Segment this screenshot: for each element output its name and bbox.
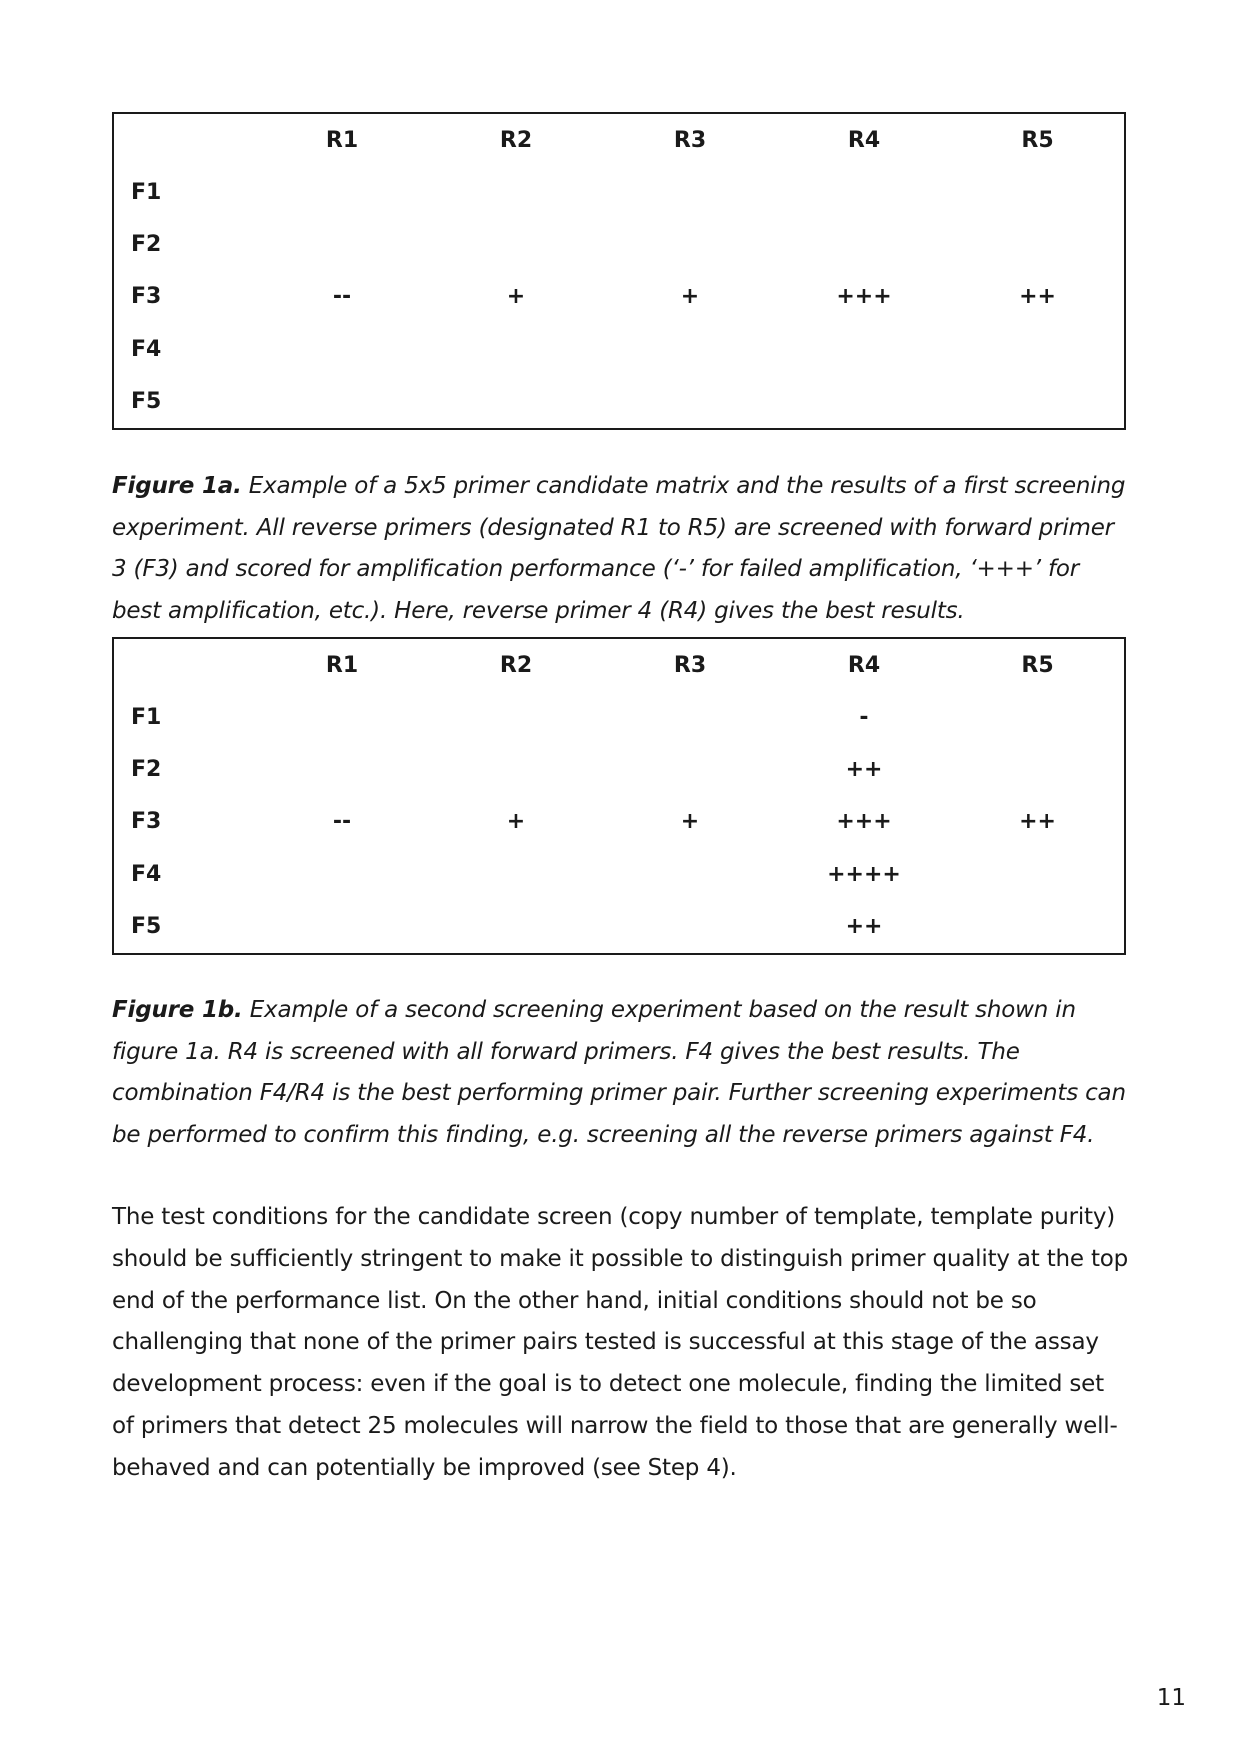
row-header: F1 [131, 179, 162, 205]
row-header: F4 [131, 336, 162, 362]
matrix-cell [603, 376, 777, 429]
matrix-cell [255, 323, 429, 375]
column-header: R1 [325, 127, 359, 153]
figure-label: Figure 1b. [112, 997, 243, 1023]
matrix-row [113, 848, 1125, 900]
matrix-cell [603, 218, 777, 270]
body-paragraph: The test conditions for the candidate screen (copy number of template, template purity) should be sufficiently stringent to make it possible to distinguish primer quality at the top end of the performance list. On the other hand, initial conditions should not be so challenging that none of the primer pairs tested is successful at this stage of the assay development process: even if the goal is to detect one molecule, finding the limited set of primers that detect 25 molecules will narrow the field to those that are generally well-behaved and can potentially be improved (see Step 4). [112, 1204, 1129, 1481]
row-header: F3 [131, 809, 162, 835]
matrix-cell [429, 166, 603, 218]
matrix-cell: -- [332, 284, 352, 310]
row-header: F5 [131, 389, 162, 415]
matrix-cell [951, 166, 1125, 218]
matrix-cell [429, 691, 603, 743]
matrix-cell [777, 323, 951, 375]
matrix-row [113, 323, 1125, 375]
column-header: R4 [847, 127, 881, 153]
matrix-corner-cell [113, 638, 255, 691]
matrix-corner-cell [113, 113, 255, 166]
matrix-cell: +++ [836, 809, 892, 835]
matrix-row [113, 218, 1125, 270]
caption-text: Example of a 5x5 primer candidate matrix and the results of a first screening experiment. All reverse primers (designated R1 to R5) are screened with forward primer 3 (F3) and scored for amplification performance (‘-’ for failed amplification, ‘+++’ for best amplification, etc.). Here, reverse primer 4 (R4) gives the best results. [112, 473, 1126, 624]
matrix-cell: - [859, 704, 869, 730]
body-section [112, 1197, 1132, 1490]
matrix-cell: + [680, 284, 700, 310]
matrix-cell: +++ [836, 284, 892, 310]
row-header: F2 [131, 757, 162, 783]
matrix-cell [255, 691, 429, 743]
matrix-cell [951, 901, 1125, 954]
caption-text: Example of a second screening experiment based on the result shown in figure 1a. R4 is screened with all forward primers. F4 gives the best results. The combination F4/R4 is the best performing primer pair. Further screening experiments can be performed to confirm this finding, e.g. screening all the reverse primers against F4. [112, 997, 1126, 1148]
matrix-row [113, 901, 1125, 954]
matrix-header-row [113, 638, 1125, 691]
matrix-cell [603, 848, 777, 900]
matrix-row [113, 743, 1125, 795]
matrix-cell [951, 743, 1125, 795]
matrix-cell [603, 901, 777, 954]
matrix-row [113, 691, 1125, 743]
column-header: R5 [1021, 127, 1054, 153]
row-header: F3 [131, 284, 162, 310]
column-header: R2 [499, 652, 533, 678]
matrix-cell [603, 166, 777, 218]
column-header: R1 [325, 652, 359, 678]
column-header: R3 [673, 652, 707, 678]
matrix-cell [603, 323, 777, 375]
column-header: R5 [1021, 652, 1054, 678]
matrix-cell [255, 901, 429, 954]
matrix-cell [255, 166, 429, 218]
matrix-cell [255, 743, 429, 795]
primer-matrix-figure-1a [112, 112, 1126, 430]
matrix-cell: + [680, 809, 700, 835]
matrix-cell [951, 376, 1125, 429]
matrix-cell [255, 218, 429, 270]
matrix-cell [603, 743, 777, 795]
matrix-cell: ++ [1019, 284, 1056, 310]
matrix-cell [255, 376, 429, 429]
column-header: R3 [673, 127, 707, 153]
matrix-cell: ++++ [827, 861, 901, 887]
matrix-cell [429, 376, 603, 429]
page-number: 11 [1156, 1685, 1186, 1711]
matrix-row [113, 796, 1125, 848]
matrix-cell [429, 743, 603, 795]
matrix-row [113, 166, 1125, 218]
matrix-cell [951, 848, 1125, 900]
figure-label: Figure 1a. [112, 473, 242, 499]
figure-1b-caption [112, 990, 1132, 1156]
column-header: R2 [499, 127, 533, 153]
row-header: F1 [131, 704, 162, 730]
matrix-cell: ++ [1019, 809, 1056, 835]
matrix-cell [951, 691, 1125, 743]
row-header: F2 [131, 232, 162, 258]
matrix-cell [429, 901, 603, 954]
figure-1a-caption [112, 466, 1132, 632]
matrix-header-row [113, 113, 1125, 166]
row-header: F5 [131, 914, 162, 940]
matrix-cell [429, 848, 603, 900]
primer-matrix-figure-1b [112, 637, 1126, 955]
matrix-cell: -- [332, 809, 352, 835]
row-header: F4 [131, 861, 162, 887]
matrix-cell: ++ [845, 757, 883, 783]
matrix-cell [951, 323, 1125, 375]
matrix-cell [603, 691, 777, 743]
matrix-cell [777, 376, 951, 429]
matrix-cell: + [506, 809, 526, 835]
matrix-cell [429, 218, 603, 270]
column-header: R4 [847, 652, 881, 678]
matrix-row [113, 376, 1125, 429]
matrix-row [113, 271, 1125, 323]
matrix-cell [777, 218, 951, 270]
matrix-cell [255, 848, 429, 900]
matrix-cell: ++ [845, 914, 883, 940]
matrix-cell [777, 166, 951, 218]
matrix-cell [951, 218, 1125, 270]
matrix-cell [429, 323, 603, 375]
matrix-cell: + [506, 284, 526, 310]
